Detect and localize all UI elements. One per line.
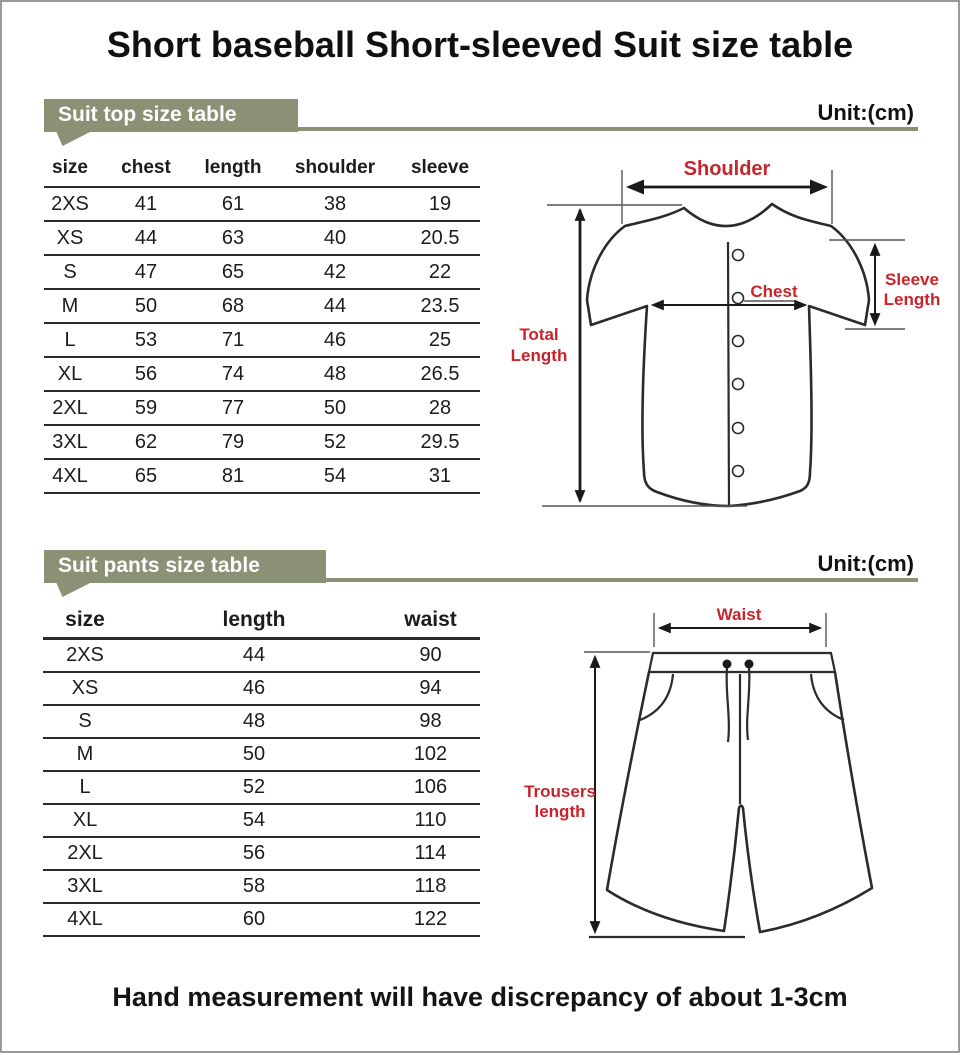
top-banner-tail [56, 131, 92, 146]
column-header: sleeve [400, 150, 480, 187]
button-dot [733, 423, 744, 434]
table-cell: 58 [127, 870, 381, 903]
table-cell: 54 [270, 459, 400, 493]
table-cell: 54 [127, 804, 381, 837]
table-cell: 79 [196, 425, 270, 459]
table-cell: 25 [400, 323, 480, 357]
table-cell: 50 [96, 289, 196, 323]
table-cell: 46 [270, 323, 400, 357]
pants-unit-label: Unit:(cm) [817, 551, 914, 576]
table-cell: 44 [270, 289, 400, 323]
column-header: waist [381, 602, 480, 639]
drawstring-knot [723, 660, 732, 669]
column-header: size [44, 150, 96, 187]
button-dot [733, 293, 744, 304]
table-cell: 106 [381, 771, 480, 804]
table-cell: 81 [196, 459, 270, 493]
table-cell: 118 [381, 870, 480, 903]
top-banner-label: Suit top size table [58, 103, 237, 126]
sleeve-length-label-line2: Length [883, 290, 941, 309]
table-cell: 94 [381, 672, 480, 705]
column-header: length [196, 150, 270, 187]
table-cell: 23.5 [400, 289, 480, 323]
table-row [44, 289, 480, 323]
table-cell: 71 [196, 323, 270, 357]
table-cell: S [44, 255, 96, 289]
table-cell: 50 [270, 391, 400, 425]
table-cell: 22 [400, 255, 480, 289]
table-row [43, 672, 480, 705]
table-cell: 62 [96, 425, 196, 459]
table-row [43, 903, 480, 936]
column-header: shoulder [270, 150, 400, 187]
table-cell: 28 [400, 391, 480, 425]
table-cell: XS [44, 221, 96, 255]
table-cell: 122 [381, 903, 480, 936]
button-dot [733, 466, 744, 477]
table-cell: 3XL [43, 870, 127, 903]
drawstring-knot [745, 660, 754, 669]
shirt-buttons [733, 250, 744, 477]
table-cell: 98 [381, 705, 480, 738]
table-row [43, 705, 480, 738]
table-cell: 4XL [44, 459, 96, 493]
table-cell: 48 [127, 705, 381, 738]
table-row [44, 459, 480, 493]
pants-banner-label: Suit pants size table [58, 554, 260, 577]
table-cell: 19 [400, 187, 480, 221]
shoulder-label: Shoulder [683, 158, 771, 180]
table-cell: S [43, 705, 127, 738]
shorts-waistband [649, 653, 835, 672]
shirt-diagram [497, 142, 957, 549]
sleeve-length-label-line1: Sleeve [885, 270, 939, 289]
top-table-header-row [44, 150, 480, 187]
table-cell: 4XL [43, 903, 127, 936]
total-length-label-line2: Length [510, 346, 568, 365]
table-cell: 50 [127, 738, 381, 771]
table-cell: 110 [381, 804, 480, 837]
table-cell: 40 [270, 221, 400, 255]
table-cell: 102 [381, 738, 480, 771]
total-length-label-line1: Total [519, 325, 559, 344]
column-header: size [43, 602, 127, 639]
button-dot [733, 336, 744, 347]
column-header: length [127, 602, 381, 639]
pants-size-table [43, 602, 480, 937]
table-cell: L [43, 771, 127, 804]
table-cell: 2XL [44, 391, 96, 425]
pants-banner-tail [56, 582, 92, 597]
table-cell: 44 [96, 221, 196, 255]
table-cell: 53 [96, 323, 196, 357]
table-cell: M [43, 738, 127, 771]
table-row [43, 870, 480, 903]
shirt-placket-line [728, 242, 729, 506]
column-header: chest [96, 150, 196, 187]
page-title: Short baseball Short-sleeved Suit size table [106, 24, 854, 65]
table-cell: 3XL [44, 425, 96, 459]
table-cell: 29.5 [400, 425, 480, 459]
top-unit-label: Unit:(cm) [817, 100, 914, 125]
table-row [44, 323, 480, 357]
table-cell: 56 [127, 837, 381, 870]
table-cell: XS [43, 672, 127, 705]
table-cell: 2XS [44, 187, 96, 221]
table-cell: 63 [196, 221, 270, 255]
shorts-diagram [497, 590, 957, 955]
table-cell: 52 [270, 425, 400, 459]
table-row [44, 187, 480, 221]
pants-section-banner [44, 550, 326, 583]
footer-note: Hand measurement will have discrepancy of about 1-3cm [112, 982, 848, 1012]
table-row [44, 255, 480, 289]
table-cell: 48 [270, 357, 400, 391]
waist-label: Waist [716, 605, 762, 624]
table-cell: 20.5 [400, 221, 480, 255]
button-dot [733, 250, 744, 261]
table-row [43, 804, 480, 837]
table-cell: 41 [96, 187, 196, 221]
table-cell: 74 [196, 357, 270, 391]
trousers-length-label-line2: length [534, 802, 586, 821]
chest-label: Chest [750, 282, 798, 301]
table-cell: 59 [96, 391, 196, 425]
table-cell: 114 [381, 837, 480, 870]
drawstring-cord-left [727, 668, 729, 742]
table-row [43, 837, 480, 870]
table-row [44, 357, 480, 391]
table-cell: L [44, 323, 96, 357]
table-cell: 56 [96, 357, 196, 391]
table-cell: 46 [127, 672, 381, 705]
table-cell: 77 [196, 391, 270, 425]
table-cell: 90 [381, 639, 480, 673]
table-cell: 44 [127, 639, 381, 673]
top-size-table [44, 150, 480, 494]
table-row [43, 771, 480, 804]
table-cell: 68 [196, 289, 270, 323]
button-dot [733, 379, 744, 390]
table-cell: 65 [196, 255, 270, 289]
table-cell: 52 [127, 771, 381, 804]
drawstring-cord-right [747, 668, 749, 740]
table-cell: 38 [270, 187, 400, 221]
pants-table-header-row [43, 602, 480, 639]
table-cell: 60 [127, 903, 381, 936]
table-row [44, 391, 480, 425]
table-cell: 61 [196, 187, 270, 221]
table-cell: M [44, 289, 96, 323]
table-cell: 26.5 [400, 357, 480, 391]
table-cell: 2XS [43, 639, 127, 673]
table-row [44, 221, 480, 255]
table-cell: 65 [96, 459, 196, 493]
trousers-length-label-line1: Trousers [524, 782, 596, 801]
table-row [43, 738, 480, 771]
table-cell: XL [43, 804, 127, 837]
table-cell: 2XL [43, 837, 127, 870]
table-cell: XL [44, 357, 96, 391]
table-cell: 42 [270, 255, 400, 289]
top-section-banner [44, 99, 298, 132]
table-cell: 31 [400, 459, 480, 493]
table-row [43, 639, 480, 673]
table-cell: 47 [96, 255, 196, 289]
table-row [44, 425, 480, 459]
